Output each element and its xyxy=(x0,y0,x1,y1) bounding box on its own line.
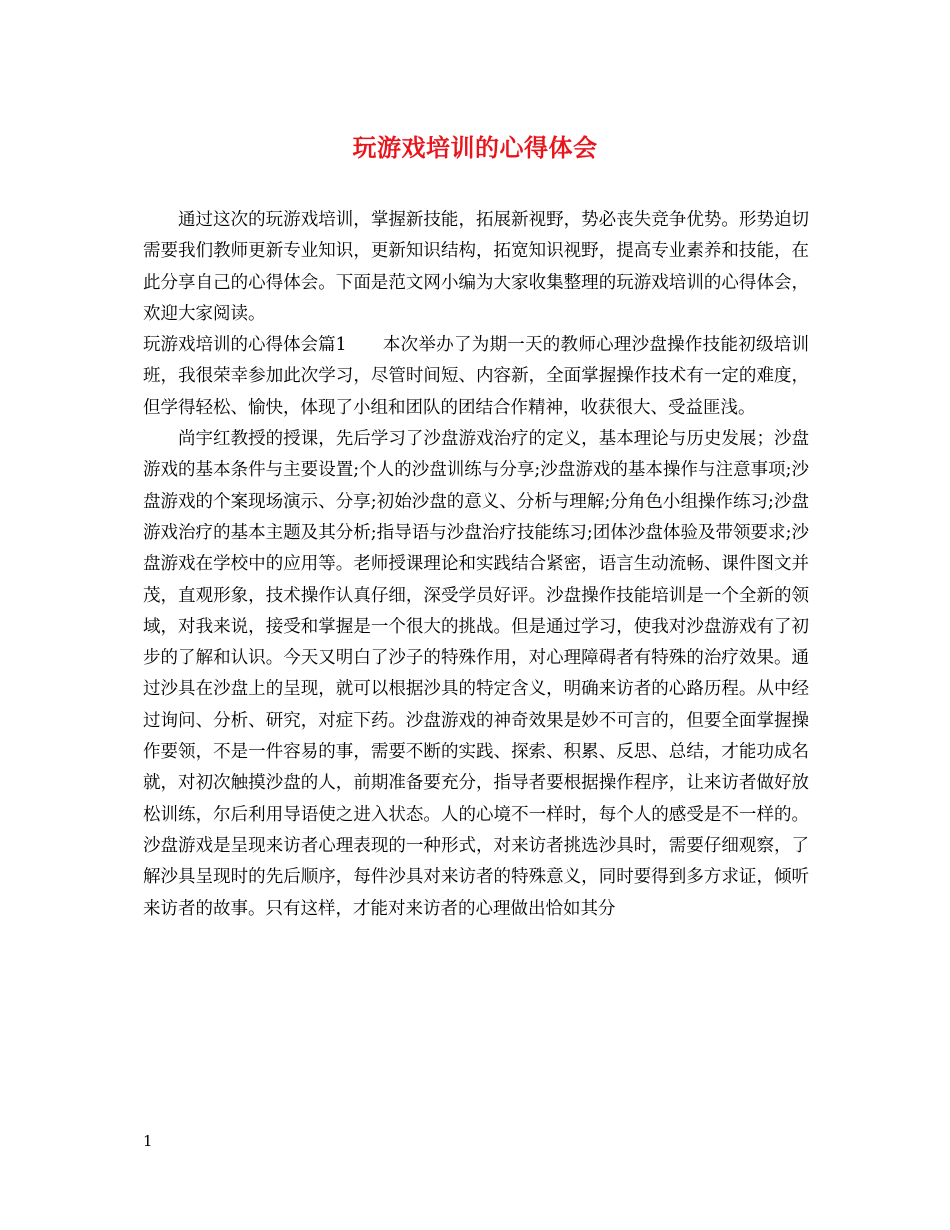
section-paragraph xyxy=(143,330,809,424)
body-paragraph: 尚宇红教授的授课，先后学习了沙盘游戏治疗的定义，基本理论与历史发展；沙盘游戏的基本条件与主要设置;个人的沙盘训练与分享;沙盘游戏的基本操作与注意事项;沙盘游戏的个案现场演示、分享;初始沙盘的意义、分析与理解;分角色小组操作练习;沙盘游戏治疗的基本主题及其分析;指导语与沙盘治疗技能练习;团体沙盘体验及带领要求;沙盘游戏在学校中的应用等。老师授课理论和实践结合紧密，语言生动流畅、课件图文并茂，直观形象，技术操作认真仔细，深受学员好评。沙盘操作技能培训是一个全新的领域，对我来说，接受和掌握是一个很大的挑战。但是通过学习，使我对沙盘游戏有了初步的了解和认识。今天又明白了沙子的特殊作用，对心理障碍者有特殊的治疗效果。通过沙具在沙盘上的呈现，就可以根据沙具的特定含义，明确来访者的心路历程。从中经过询问、分析、研究，对症下药。沙盘游戏的神奇效果是妙不可言的，但要全面掌握操作要领，不是一件容易的事，需要不断的实践、探索、积累、反思、总结，才能功成名就，对初次触摸沙盘的人，前期准备要充分，指导者要根据操作程序，让来访者做好放松训练，尔后利用导语使之进入状态。人的心境不一样时，每个人的感受是不一样的。沙盘游戏是呈现来访者心理表现的一种形式，对来访者挑选沙具时，需要仔细观察，了解沙具呈现时的先后顺序，每件沙具对来访者的特殊意义，同时要得到多方求证，倾听来访者的故事。只有这样，才能对来访者的心理做出恰如其分 xyxy=(143,429,809,919)
intro-paragraph: 通过这次的玩游戏培训，掌握新技能，拓展新视野，势必丧失竞争优势。形势迫切需要我们教师更新专业知识，更新知识结构，拓宽知识视野，提高专业素养和技能，在此分享自己的心得体会。下面是范文网小编为大家收集整理的玩游戏培训的心得体会，欢迎大家阅读。 xyxy=(143,210,809,324)
page-number: 1 xyxy=(143,1132,153,1150)
document-body xyxy=(143,205,809,925)
page-title: 玩游戏培训的心得体会 xyxy=(352,133,598,162)
section-first-paragraph: 本次举办了为期一天的教师心理沙盘操作技能初级培训班，我很荣幸参加此次学习，尽管时间短、内容新，全面掌握操作技术有一定的难度，但学得轻松、愉快，体现了小组和团队的团结合作精神，收获很大、受益匪浅。 xyxy=(143,335,809,418)
section-heading: 玩游戏培训的心得体会篇1 xyxy=(143,335,347,356)
